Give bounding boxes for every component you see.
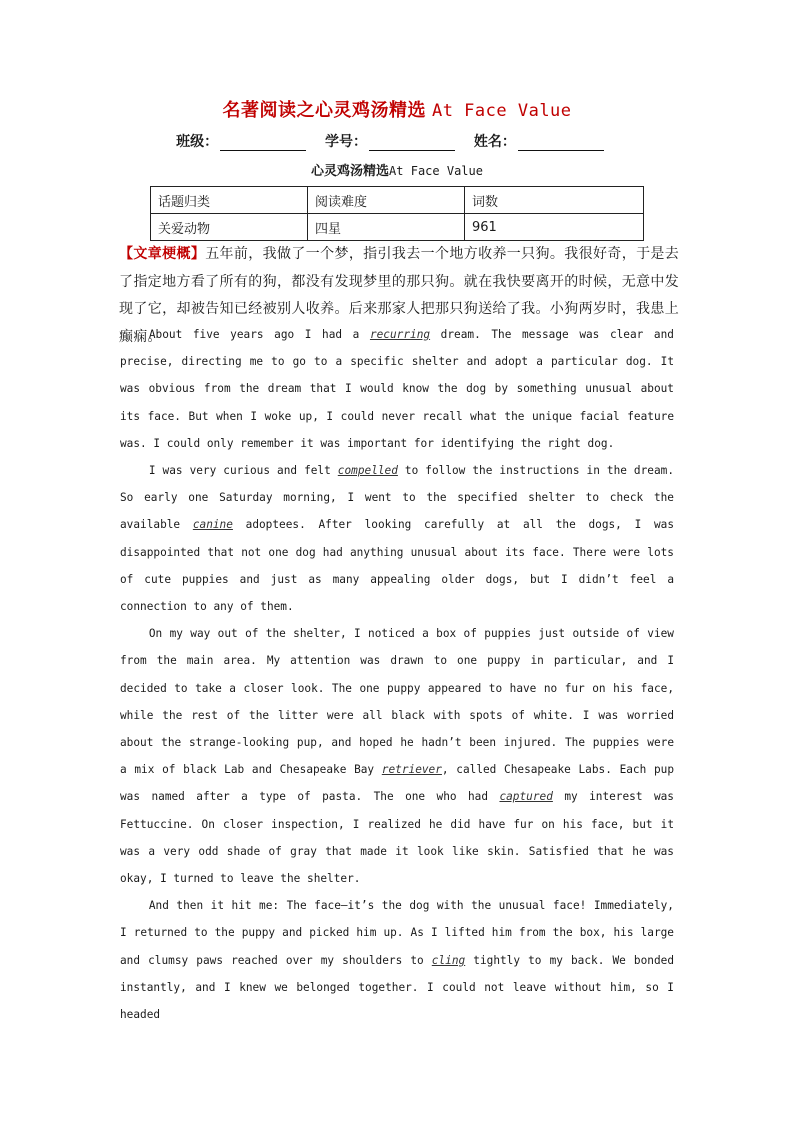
- paragraph-text: my interest was Fettuccine. On closer inspection, I realized he did have fur on his face, but it was a very odd shade of gray that made it look like skin. Satisfied that he was okay, I turned to leave the shelter.: [120, 790, 674, 886]
- title-english: At Face Value: [431, 101, 572, 121]
- paragraph-1: [120, 321, 674, 457]
- student-id-blank: [369, 136, 455, 151]
- paragraph-3: [120, 620, 674, 892]
- paragraph-text: tightly to my back. We bonded instantly, and I knew we belonged together. I could not leave without him, so I headed: [120, 953, 674, 1022]
- class-label: 班级：: [176, 134, 219, 150]
- paragraph-text: On my way out of the shelter, I noticed a box of puppies just outside of view from the main area. My attention was drawn to one puppy in particular, and I decided to take a closer look. The one puppy appeared to have no fur on his face, while the rest of the litter were all black with spots of white. I was worried about the strange-looking pup, and hoped he hadn’t been injured. The puppies were a mix of black Lab and Chesapeake Bay: [120, 627, 674, 777]
- keyword-recurring: recurring: [369, 328, 431, 341]
- title-chinese: 名著阅读之心灵鸡汤精选: [222, 100, 426, 121]
- name-label: 姓名：: [473, 134, 516, 150]
- word-count-header: 词数: [465, 187, 644, 214]
- paragraph-text: About five years ago I had a: [148, 328, 370, 341]
- summary-tag: 【文章梗概】: [119, 246, 206, 262]
- topic-header: 话题归类: [151, 187, 308, 214]
- paragraph-text: dream. The message was clear and precise, directing me to go to a specific shelter and adopt a particular dog. It was obvious from the dream that I would know the dog by something unusual about its face. But when I woke up, I could never recall what the unique facial feature was. I could only remember it was important for identifying the right dog.: [120, 328, 674, 450]
- document-title: [0, 96, 794, 122]
- topic-value: 关爱动物: [151, 214, 308, 241]
- student-id-label: 学号：: [325, 134, 367, 150]
- table-row: [151, 214, 644, 241]
- paragraph-text: And then it hit me: The face—it’s the dog with the unusual face! Immediately, I returned to the puppy and picked him up. As I lifted him from the box, his large and clumsy paws reached over my shoulders to: [120, 899, 674, 967]
- paragraph-text: to follow the instructions in the dream. So early one Saturday morning, I went to the specified shelter to check the available: [120, 464, 674, 532]
- keyword-canine: canine: [192, 518, 233, 532]
- paragraph-text: , called Chesapeake Labs. Each pup was named after a type of pasta. The one who had: [120, 763, 674, 804]
- table-row: [151, 187, 644, 214]
- article-info-table: [150, 186, 644, 241]
- article-subtitle: [0, 160, 794, 179]
- difficulty-header: 阅读难度: [308, 187, 465, 214]
- paragraph-4: [120, 892, 674, 1028]
- keyword-compelled: compelled: [337, 464, 398, 478]
- paragraph-2: [120, 457, 674, 620]
- name-blank: [518, 136, 604, 151]
- keyword-retriever: retriever: [381, 763, 442, 777]
- keyword-cling: cling: [431, 953, 466, 967]
- summary-text: 五年前，我做了一个梦，指引我去一个地方收养一只狗。我很好奇，于是去了指定地方看了所有的狗，都没有发现梦里的那只狗。就在我快要离开的时候，无意中发现了它，却被告知已经被别人收养。后来那家人把那只狗送给了我。小狗两岁时，我患上癫痫。: [119, 246, 679, 345]
- paragraph-text: I was very curious and felt: [148, 464, 338, 478]
- keyword-captured: captured: [499, 790, 553, 804]
- student-info-line: [0, 131, 794, 151]
- subtitle-english: At Face Value: [389, 164, 483, 178]
- word-count-value: 961: [465, 214, 644, 241]
- paragraph-text: adoptees. After looking carefully at all the dogs, I was disappointed that not one dog had anything unusual about its face. There were lots of cute puppies and just as many appealing older dogs, but I didn’t feel a connection to any of them.: [120, 518, 675, 614]
- difficulty-value: 四星: [308, 214, 465, 241]
- article-body: [120, 321, 674, 1028]
- subtitle-chinese: 心灵鸡汤精选: [311, 164, 390, 179]
- class-blank: [220, 136, 306, 151]
